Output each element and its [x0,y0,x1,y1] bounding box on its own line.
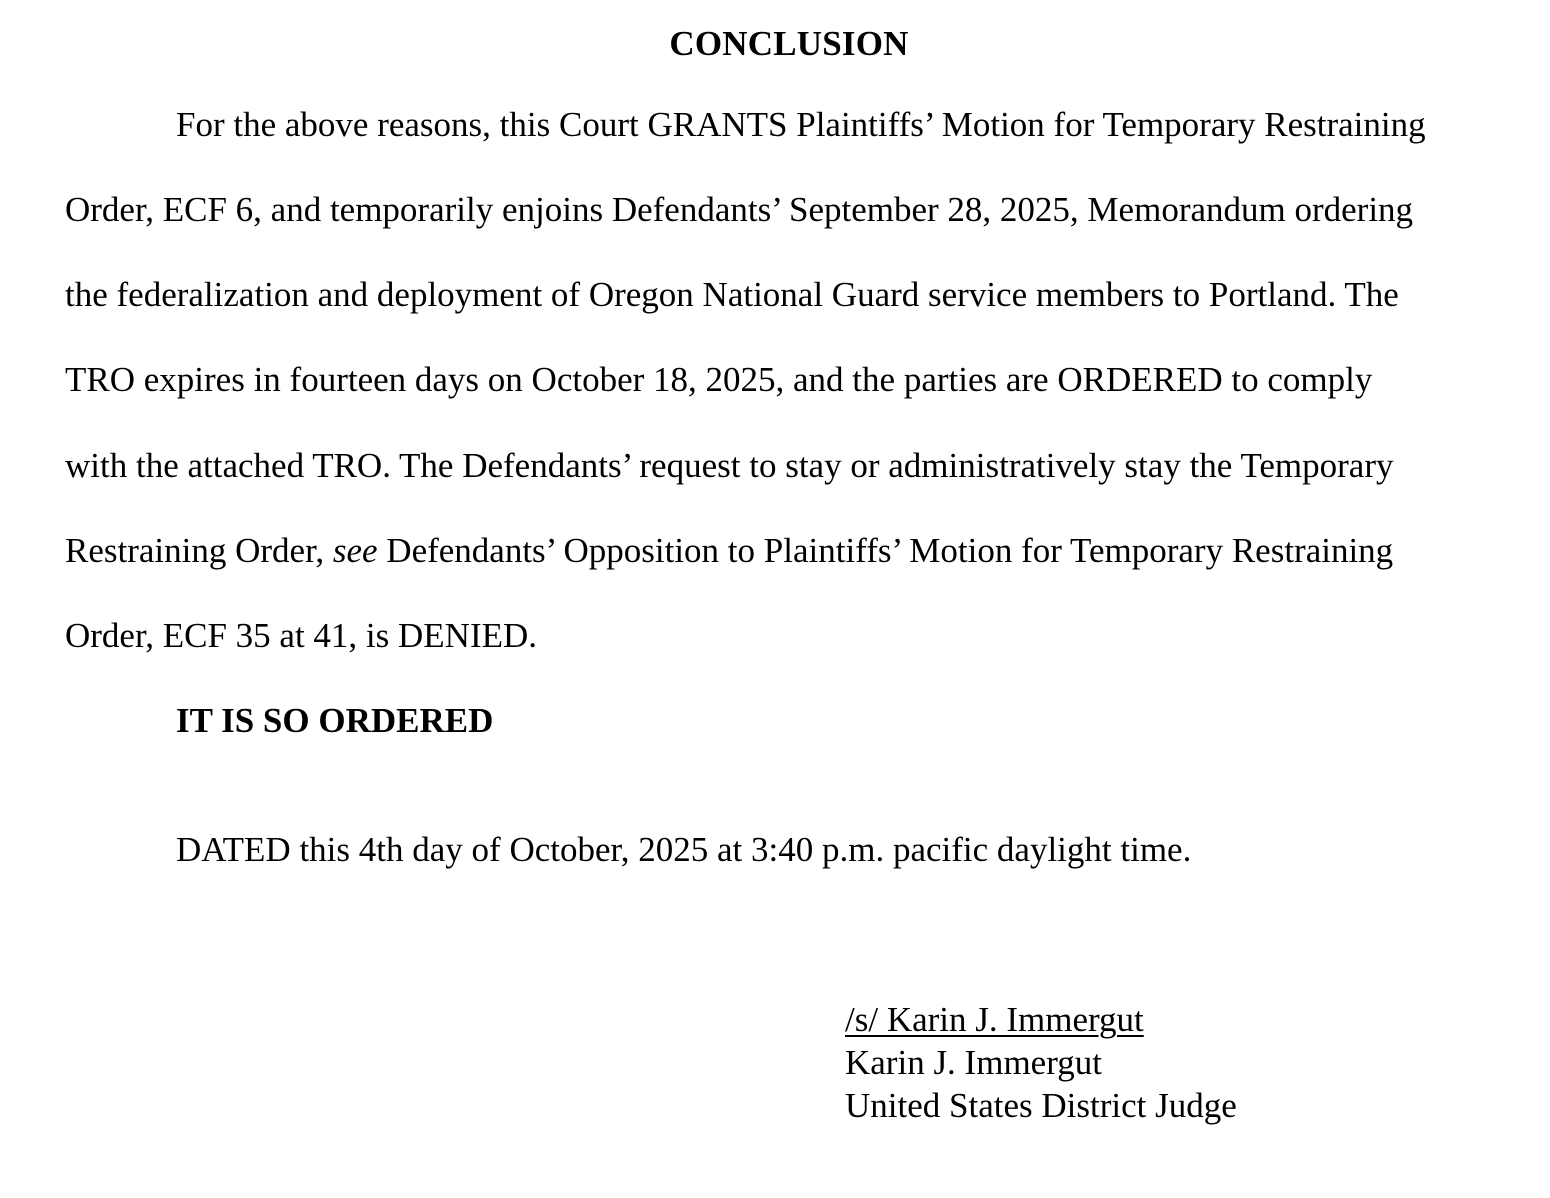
paragraph-line-3: the federalization and deployment of Oregon National Guard service members to Portland. The [65,275,1399,314]
paragraph-line-6 [65,529,1393,573]
electronic-signature: /s/ Karin J. Immergut [845,1000,1144,1039]
paragraph-line-5: with the attached TRO. The Defendants’ request to stay or administratively stay the Temporary [65,446,1394,485]
paragraph-line-6-end: Defendants’ Opposition to Plaintiffs’ Motion for Temporary Restraining [377,531,1394,570]
paragraph-line-7: Order, ECF 35 at 41, is DENIED. [65,616,538,655]
section-heading: CONCLUSION [669,24,909,63]
paragraph-line-2: Order, ECF 6, and temporarily enjoins Defendants’ September 28, 2025, Memorandum ordering [65,190,1414,229]
order-statement: IT IS SO ORDERED [176,701,494,740]
paragraph-line-4: TRO expires in fourteen days on October 18, 2025, and the parties are ORDERED to comply [65,360,1373,399]
judge-title: United States District Judge [845,1086,1237,1125]
dated-line: DATED this 4th day of October, 2025 at 3:40 p.m. pacific daylight time. [176,830,1192,869]
judge-name: Karin J. Immergut [845,1043,1102,1082]
paragraph-line-6-start: Restraining Order, [65,531,333,570]
citation-signal: see [332,531,378,570]
paragraph-line-1: For the above reasons, this Court GRANTS Plaintiffs’ Motion for Temporary Restraining [176,105,1426,144]
